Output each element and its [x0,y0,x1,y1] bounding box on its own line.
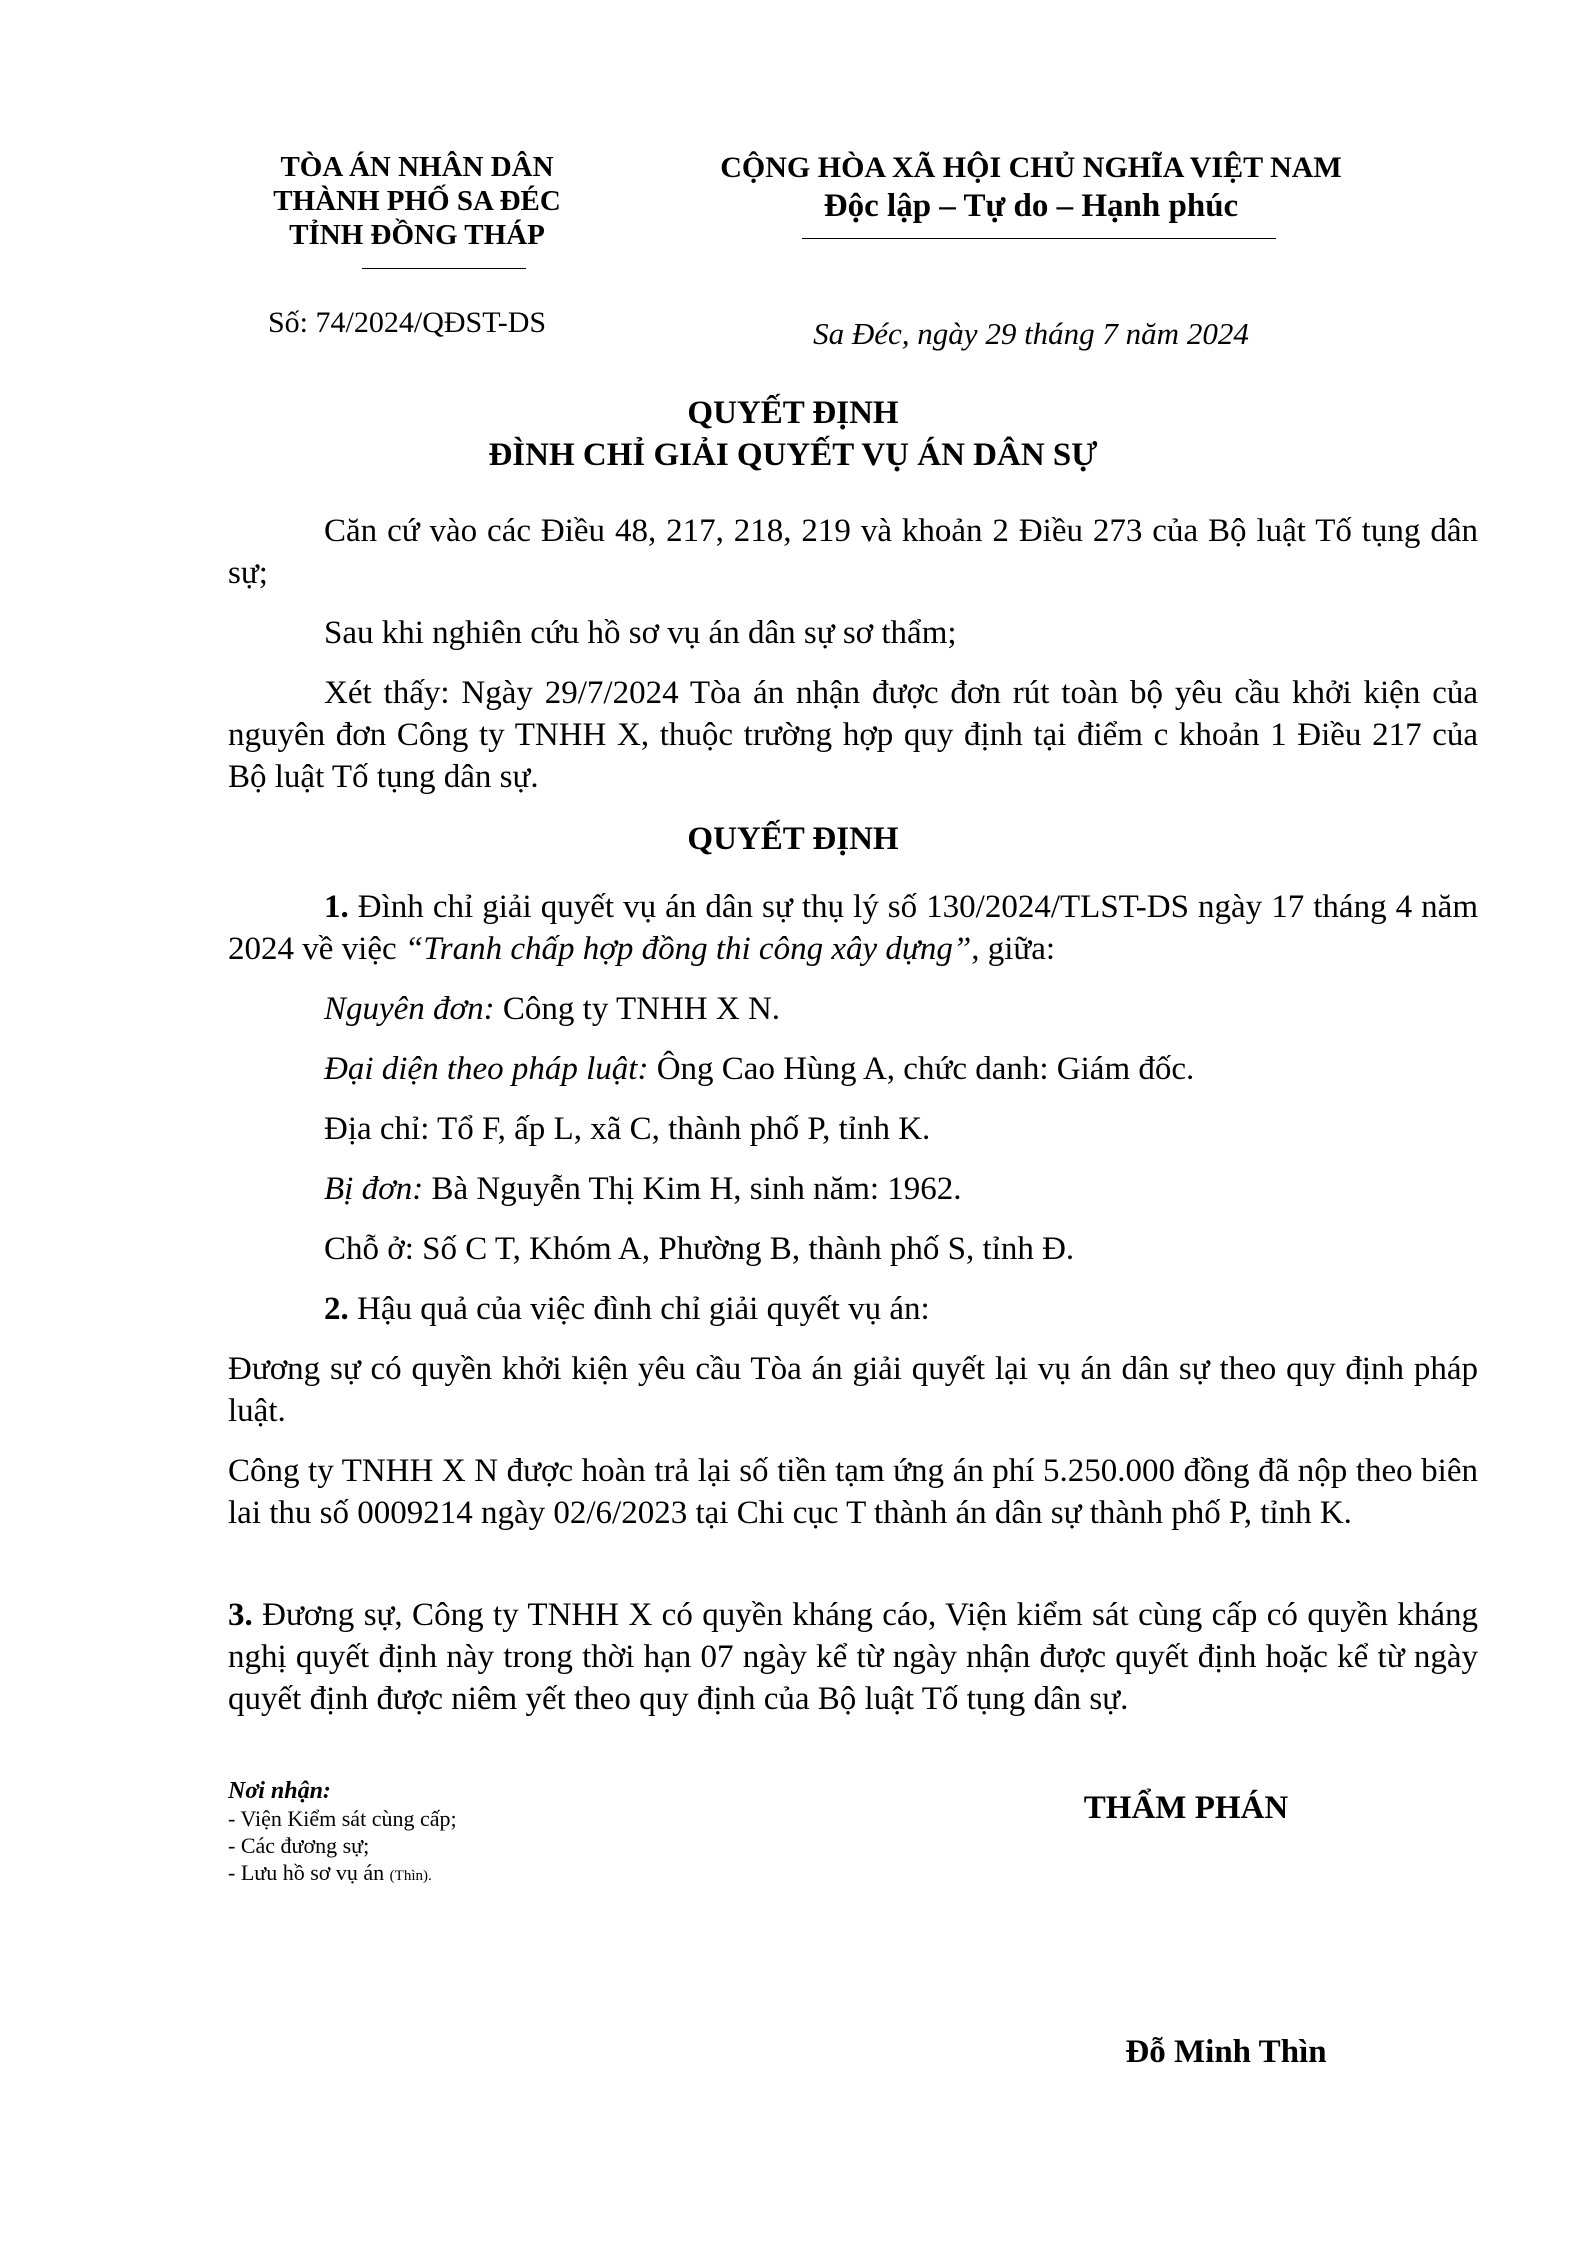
place-and-date: Sa Đéc, ngày 29 tháng 7 năm 2024 [813,316,1249,351]
item-1-paragraph [228,886,1478,970]
court-line-1: TÒA ÁN NHÂN DÂN [280,151,554,183]
court-line-3: TỈNH ĐỒNG THÁP [289,219,545,251]
national-header [688,150,1374,226]
item-2-consequence-1: Đương sự có quyền khởi kiện yêu cầu Tòa án giải quyết lại vụ án dân sự theo quy định pháp luật. [228,1351,1478,1429]
national-motto: Độc lập – Tự do – Hạnh phúc [823,188,1239,224]
recipient-item: - Các đương sự; [228,1833,370,1858]
nation-name: CỘNG HÒA XÃ HỘI CHỦ NGHĨA VIỆT NAM [720,151,1342,184]
item-2-paragraph [228,1288,1478,1330]
item-1-text: Đình chỉ giải quyết vụ án dân sự thụ lý số 130/2024/TLST-DS ngày 17 tháng 4 năm 2024 về việc [228,889,1478,967]
item-1-case-title: “Tranh chấp hợp đồng thi công xây dựng” [404,931,972,967]
defendant-label: Bị đơn: [324,1171,424,1207]
court-divider [362,268,526,269]
court-line-2: THÀNH PHỐ SA ĐÉC [273,185,561,217]
recipient-item: - Viện Kiểm sát cùng cấp; [228,1806,457,1831]
item-1-tail: , giữa: [971,931,1056,967]
defendant-value: Bà Nguyễn Thị Kim H, sinh năm: 1962. [423,1171,962,1207]
title-line-1: QUYẾT ĐỊNH [687,395,899,431]
item-3-text: Đương sự, Công ty TNHH X có quyền kháng cáo, Viện kiểm sát cùng cấp có quyền kháng nghị quyết định này trong thời hạn 07 ngày kể từ ngày nhận được quyết định hoặc kể từ ngày quyết định được niêm yết theo quy định của Bộ luật Tố tụng dân sự. [228,1597,1478,1717]
review-paragraph: Sau khi nghiên cứu hồ sơ vụ án dân sự sơ thẩm; [324,615,957,651]
item-2-consequence-2: Công ty TNHH X N được hoàn trả lại số tiền tạm ứng án phí 5.250.000 đồng đã nộp theo biên lai thu số 0009214 ngày 02/6/2023 tại Chi cục T thành án dân sự thành phố P, tỉnh K. [228,1453,1478,1531]
title-line-2: ĐÌNH CHỈ GIẢI QUYẾT VỤ ÁN DÂN SỰ [488,437,1098,473]
item-1-number: 1. [324,889,349,925]
recipient-item [228,1859,748,1890]
item-3-paragraph [228,1594,1478,1720]
document-title [0,392,1586,476]
legal-rep-line [228,1048,1478,1090]
motto-divider [802,238,1276,239]
recipient-archive: - Lưu hồ sơ vụ án [228,1860,390,1885]
legal-rep-label: Đại diện theo pháp luật: [324,1051,649,1087]
recipients-heading: Nơi nhận: [228,1778,331,1804]
item-3-number: 3. [228,1597,253,1633]
legal-rep-value: Ông Cao Hùng A, chức danh: Giám đốc. [648,1051,1195,1087]
item-2-text: Hậu quả của việc đình chỉ giải quyết vụ án: [348,1291,930,1327]
judge-name: Đỗ Minh Thìn [1125,2034,1327,2070]
plaintiff-label: Nguyên đơn: [324,991,495,1027]
court-name-block [212,150,622,252]
plaintiff-value: Công ty TNHH X N. [494,991,781,1027]
item-2-number: 2. [324,1291,349,1327]
decision-heading: QUYẾT ĐỊNH [687,821,899,857]
plaintiff-address-line: Địa chỉ: Tổ F, ấp L, xã C, thành phố P, tỉnh K. [324,1111,931,1147]
legal-basis-paragraph: Căn cứ vào các Điều 48, 217, 218, 219 và khoản 2 Điều 273 của Bộ luật Tố tụng dân sự; [228,513,1478,591]
plaintiff-line [228,988,1478,1030]
judge-title: THẨM PHÁN [1083,1790,1289,1826]
defendant-line [228,1168,1478,1210]
recipients-block [228,1778,748,1890]
finding-paragraph: Xét thấy: Ngày 29/7/2024 Tòa án nhận được đơn rút toàn bộ yêu cầu khởi kiện của nguyên đơn Công ty TNHH X, thuộc trường hợp quy định tại điểm c khoản 1 Điều 217 của Bộ luật Tố tụng dân sự. [228,675,1478,795]
document-number: Số: 74/2024/QĐST-DS [268,306,547,339]
defendant-address-line: Chỗ ở: Số C T, Khóm A, Phường B, thành phố S, tỉnh Đ. [324,1231,1075,1267]
recipient-archive-note: (Thìn). [389,1868,432,1884]
